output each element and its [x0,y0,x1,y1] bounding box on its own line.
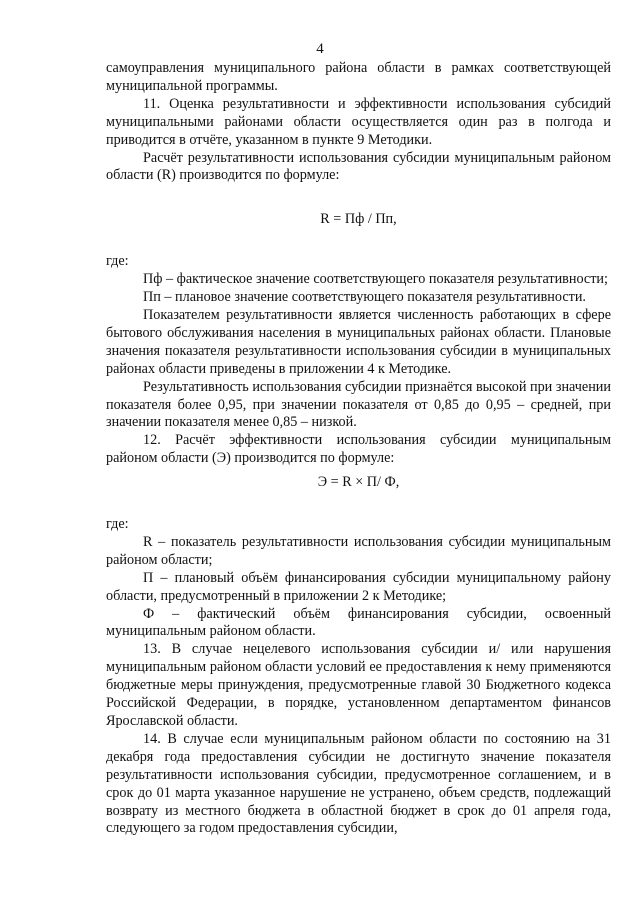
paragraph-13: 13. В случае нецелевого использования субсидии и/ или нарушения муниципальным районом области условий ее предоставления к нему применяются бюджетные меры принуждения, предусмотренные главой 30 Бюджетного кодекса Российской Федерации, в порядке, установленном департаментом финансов Ярославской области. [106,641,611,729]
definition-pp: Пп – плановое значение соответствующего показателя результативности. [143,289,586,306]
paragraph-continuation: самоуправления муниципального района области в рамках соответствующей муниципальной программы. [106,60,611,94]
where-label-2: где: [106,516,129,533]
where-label-1: где: [106,253,129,270]
definition-f: Ф – фактический объём финансирования субсидии, освоенный муниципальным районом области. [106,605,611,640]
definition-r: R – показатель результативности использования субсидии муниципальным районом области; [106,533,611,568]
page-number: 4 [316,41,324,57]
paragraph-14: 14. В случае если муниципальным районом области по состоянию на 31 декабря года предоставления субсидии не достигнуто значение показателя результативности использования субсидии, предусмотренное соглашением, и в срок до 01 марта указанное нарушение не устранено, объем средств, подлежащий возврату из местного бюджета в областной бюджет в срок до 01 апреля года, следующего за годом предоставления субсидии, [106,730,611,837]
document-body [106,60,611,838]
paragraph-indicator: Показателем результативности является численность работающих в сфере бытового обслуживания населения в муниципальных районах области. Плановые значения показателя результативности использования субсидии в муниципальных районах области приведены в приложении 4 к Методике. [106,306,611,377]
formula-e: Э = R × П/ Ф, [317,474,400,491]
paragraph-12: 12. Расчёт эффективности использования субсидии муниципальным районом области (Э) производится по формуле: [106,432,611,467]
definition-p: П – плановый объём финансирования субсидии муниципальному району области, предусмотренный в приложении 2 к Методике; [106,569,611,604]
paragraph-recognized: Результативность использования субсидии признаётся высокой при значении показателя более 0,95, при значении показателя от 0,85 до 0,95 – средней, при значении показателя менее 0,85 – низкой. [106,378,611,431]
paragraph-11: 11. Оценка результативности и эффективности использования субсидий муниципальными районами области осуществляется один раз в полгода и приводится в отчёте, указанном в пункте 9 Методики. [106,95,611,148]
definition-pf: Пф – фактическое значение соответствующего показателя результативности; [143,271,608,288]
paragraph-calc-r: Расчёт результативности использования субсидии муниципальным районом области (R) производится по формуле: [106,149,611,184]
formula-r: R = Пф / Пп, [320,211,397,228]
